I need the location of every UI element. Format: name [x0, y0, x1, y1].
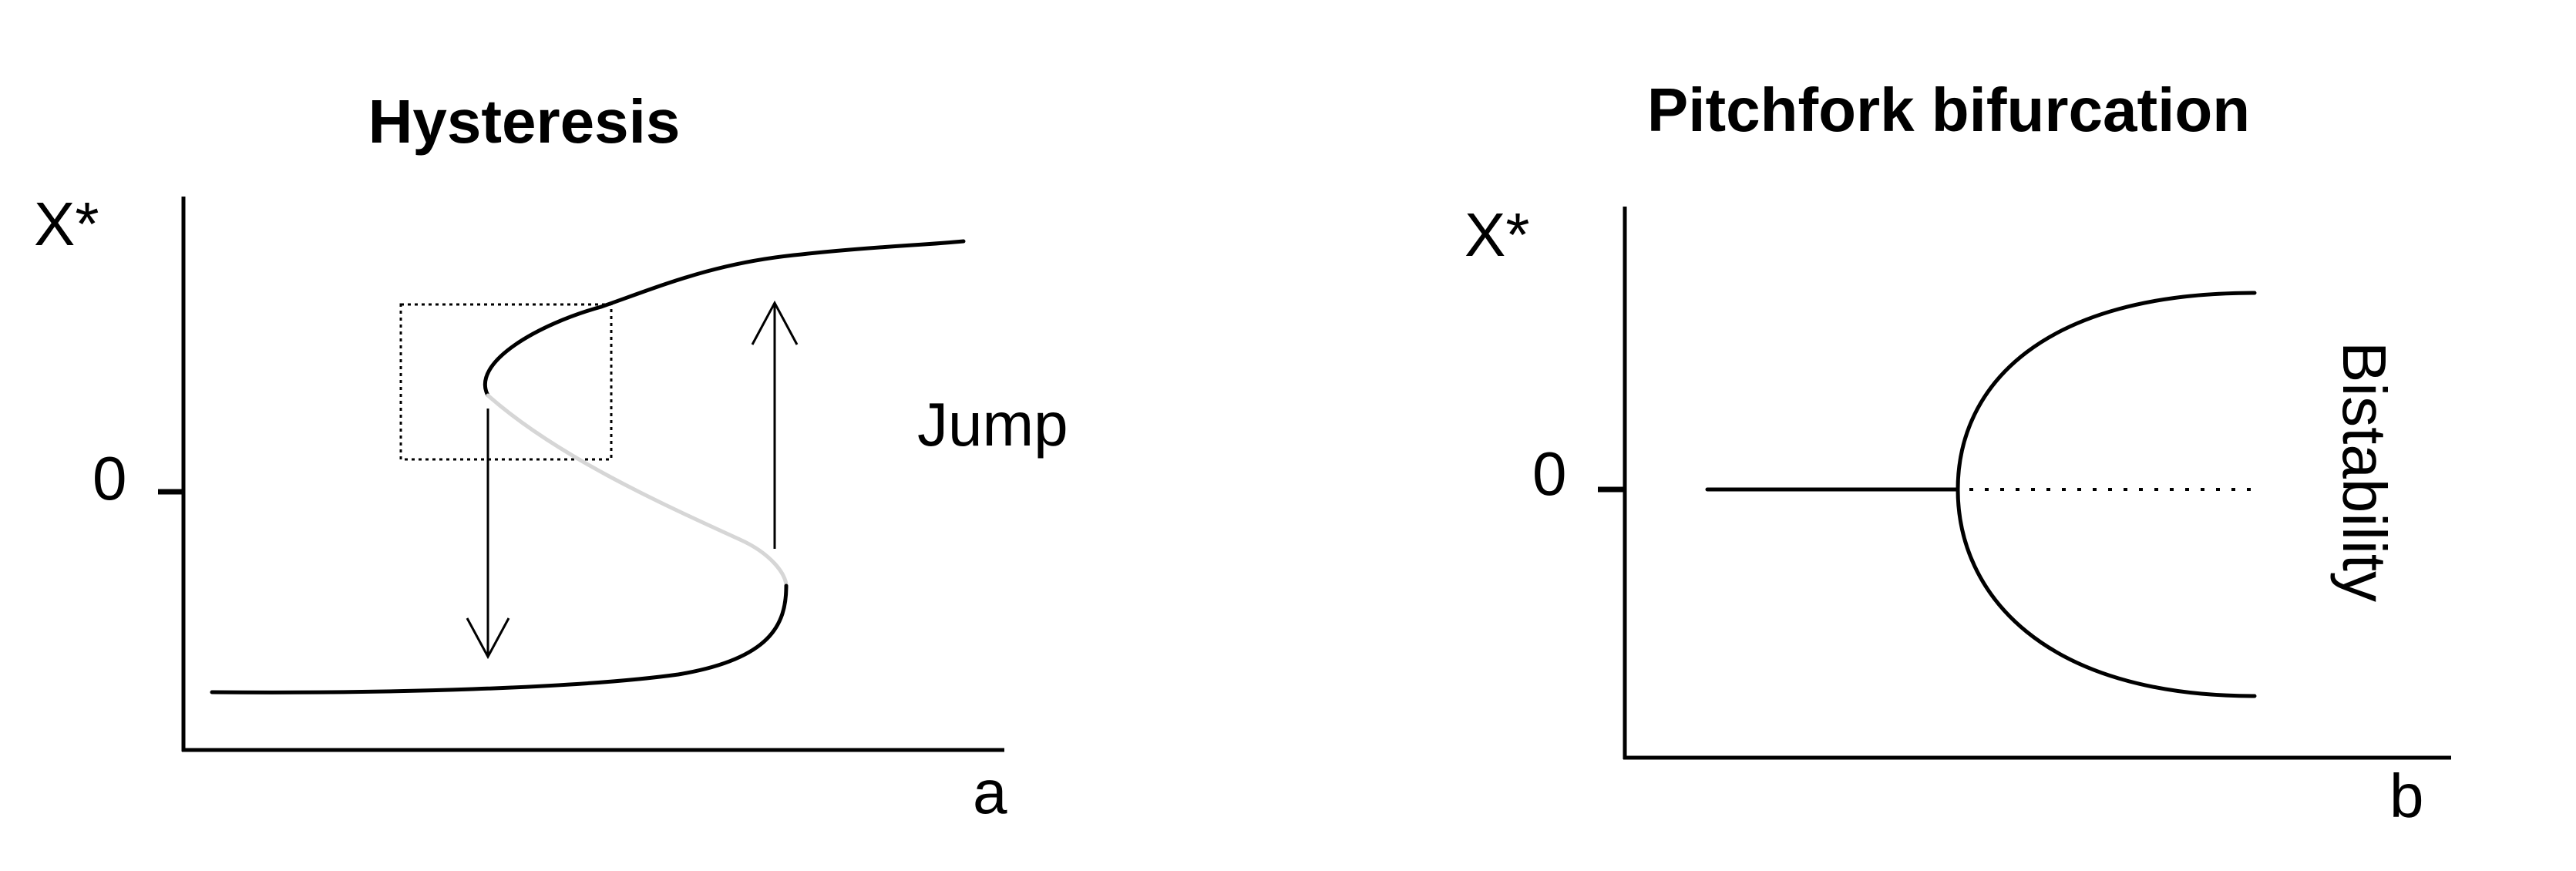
- jump-label: Jump: [917, 390, 1068, 459]
- pitchfork-x-label: b: [2389, 762, 2424, 830]
- upper-bifurcated-branch: [1958, 293, 2255, 489]
- unstable-middle-branch: [488, 395, 786, 586]
- hysteresis-y-label: X*: [34, 190, 99, 258]
- jump-up-arrow: [752, 303, 797, 549]
- hysteresis-panel: [34, 87, 1068, 826]
- bistability-label: Bistability: [2330, 341, 2399, 602]
- pitchfork-y-label: X*: [1465, 200, 1530, 269]
- upper-stable-branch: [485, 241, 963, 395]
- hysteresis-zero-label: 0: [92, 444, 127, 513]
- lower-bifurcated-branch: [1958, 489, 2255, 696]
- jump-down-arrow: [467, 409, 509, 657]
- pitchfork-zero-label: 0: [1532, 439, 1567, 508]
- hysteresis-x-label: a: [973, 758, 1007, 826]
- hysteresis-title: Hysteresis: [368, 87, 681, 156]
- pitchfork-title: Pitchfork bifurcation: [1646, 76, 2251, 144]
- fold-highlight-box: [401, 304, 611, 459]
- lower-stable-branch: [212, 586, 786, 692]
- pitchfork-panel: [1465, 76, 2451, 830]
